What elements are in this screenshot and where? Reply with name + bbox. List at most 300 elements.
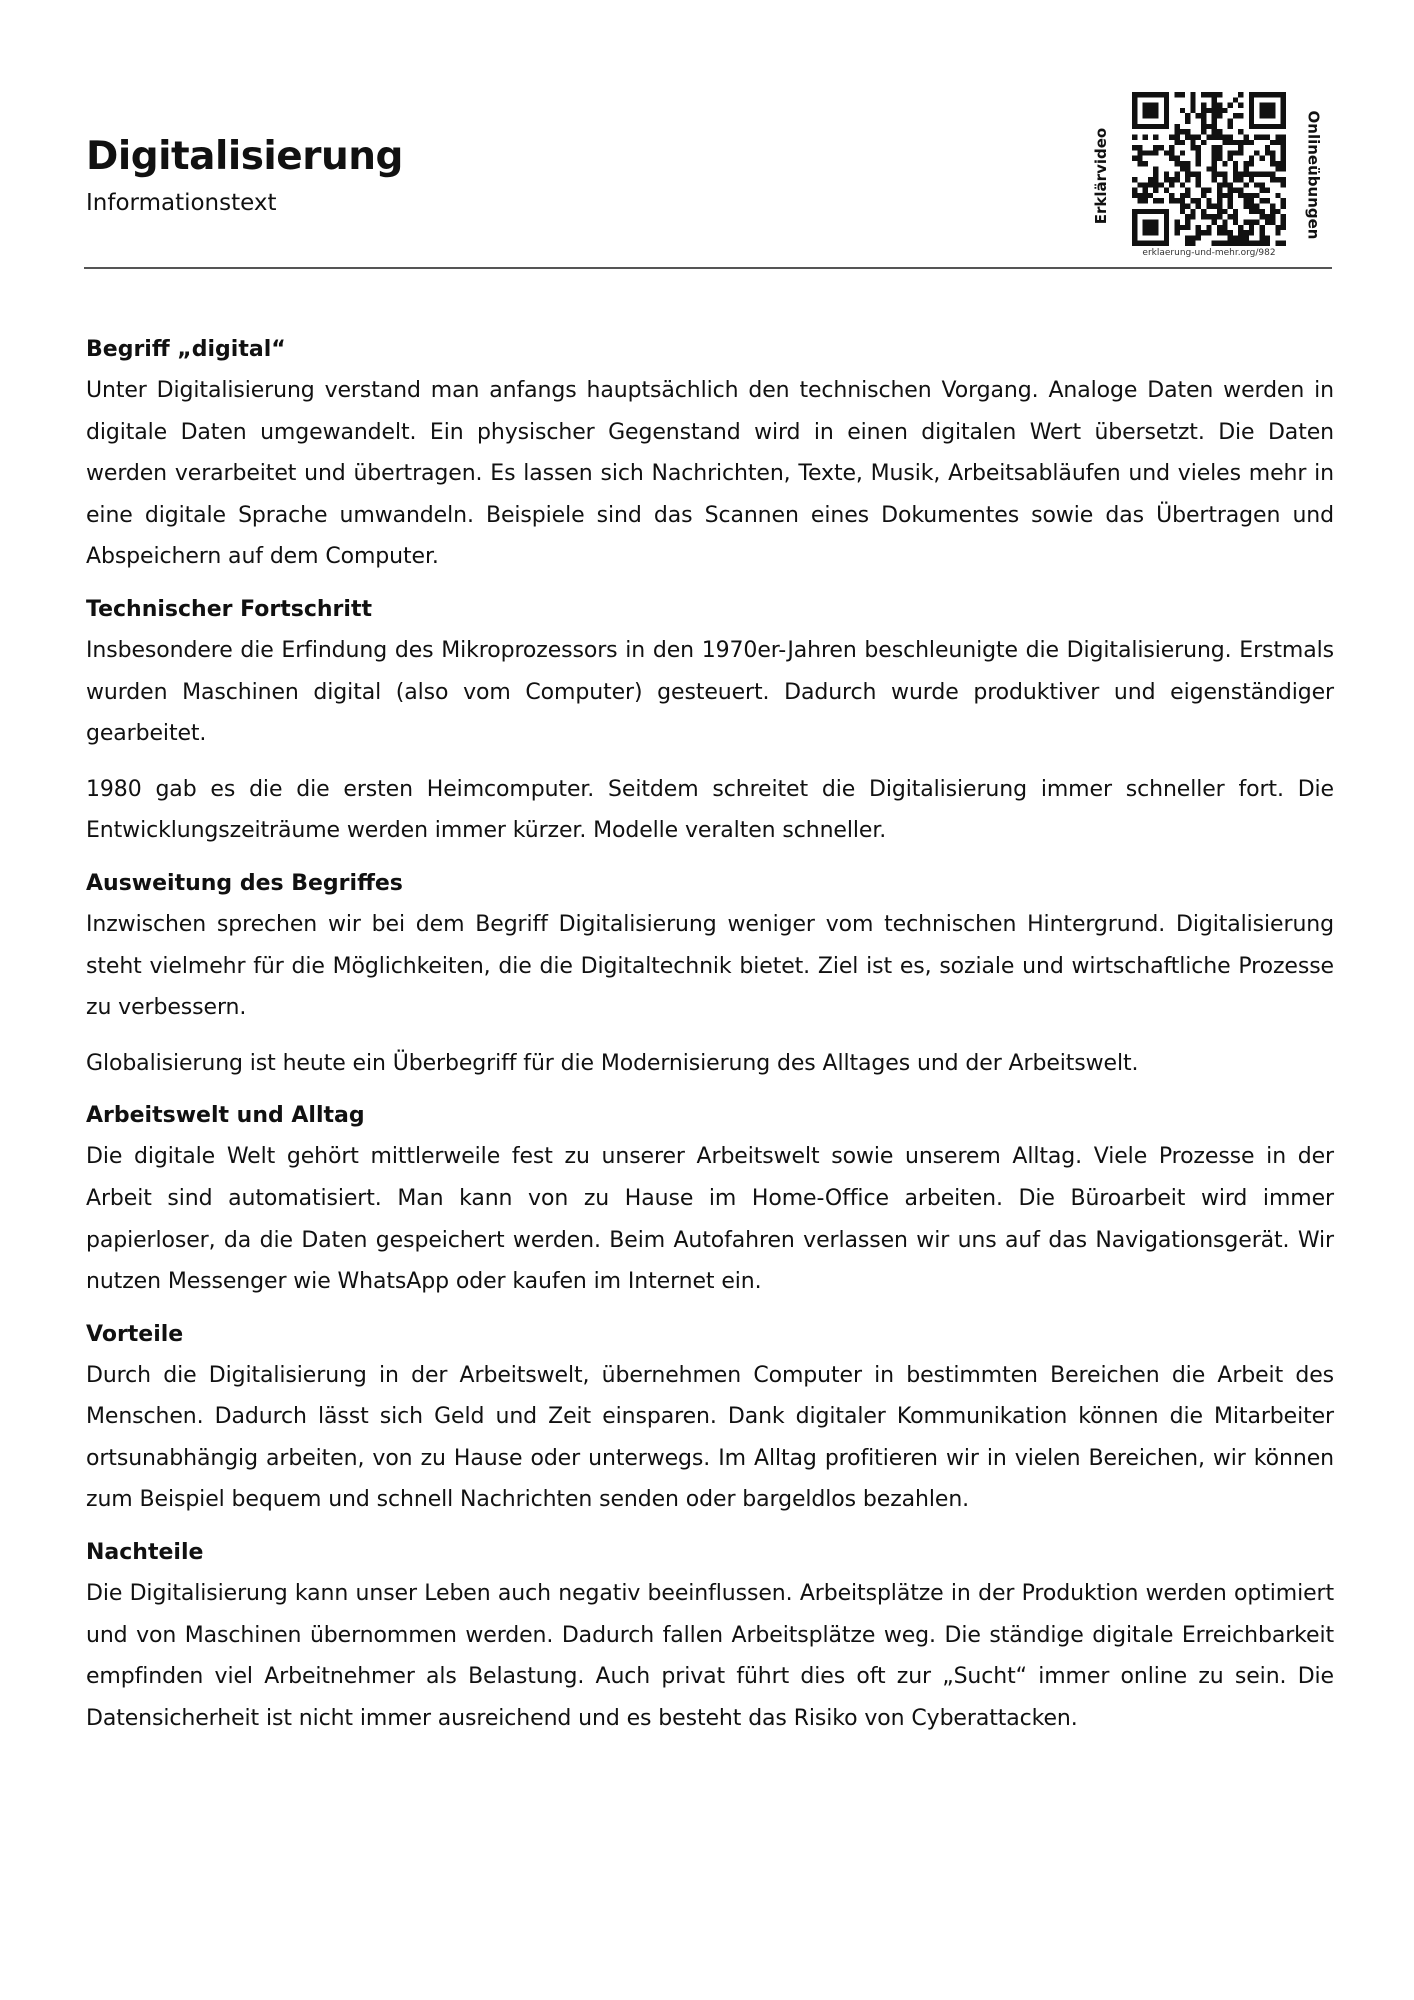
qr-module: [1212, 166, 1217, 171]
qr-module: [1206, 108, 1211, 113]
qr-module: [1228, 156, 1233, 161]
qr-module: [1265, 198, 1270, 203]
qr-module: [1153, 124, 1158, 129]
qr-module: [1190, 97, 1195, 102]
qr-module: [1233, 214, 1238, 219]
qr-module: [1228, 235, 1233, 240]
qr-module: [1153, 145, 1158, 150]
qr-module: [1228, 188, 1233, 193]
qr-module: [1190, 108, 1195, 113]
qr-module: [1153, 177, 1158, 182]
qr-module: [1201, 188, 1206, 193]
qr-module: [1180, 108, 1185, 113]
qr-module: [1185, 166, 1190, 171]
qr-module: [1185, 235, 1190, 240]
qr-module: [1180, 166, 1185, 171]
qr-module: [1137, 209, 1142, 214]
qr-module: [1153, 225, 1158, 230]
qr-module: [1217, 241, 1222, 246]
qr-module: [1185, 219, 1190, 224]
qr-module: [1143, 188, 1148, 193]
qr-module: [1143, 124, 1148, 129]
qr-module: [1265, 150, 1270, 155]
qr-module: [1164, 113, 1169, 118]
section-heading: Nachteile: [86, 1540, 204, 1566]
qr-module: [1270, 150, 1275, 155]
explainer-video-label-box: [1090, 120, 1112, 232]
section-heading: Ausweitung des Begriffes: [86, 870, 403, 896]
qr-module: [1212, 129, 1217, 134]
section-heading: Begriff „digital“: [86, 337, 286, 362]
qr-module: [1190, 172, 1195, 177]
qr-module: [1132, 225, 1137, 230]
qr-module: [1238, 241, 1243, 246]
qr-code-icon[interactable]: [1132, 92, 1286, 246]
qr-module: [1164, 92, 1169, 97]
qr-module: [1185, 134, 1190, 139]
qr-module: [1222, 193, 1227, 198]
qr-module: [1164, 119, 1169, 124]
qr-module: [1148, 108, 1153, 113]
qr-module: [1132, 108, 1137, 113]
qr-module: [1217, 182, 1222, 187]
qr-module: [1228, 140, 1233, 145]
qr-module: [1249, 97, 1254, 102]
qr-module: [1132, 219, 1137, 224]
qr-module: [1212, 214, 1217, 219]
qr-module: [1270, 156, 1275, 161]
qr-module: [1244, 241, 1249, 246]
qr-module: [1254, 134, 1259, 139]
qr-module: [1132, 177, 1137, 182]
qr-module: [1249, 209, 1254, 214]
header-divider: [84, 267, 1332, 269]
qr-module: [1137, 193, 1142, 198]
qr-module: [1254, 204, 1259, 209]
qr-module: [1228, 204, 1233, 209]
qr-module: [1153, 108, 1158, 113]
qr-module: [1143, 209, 1148, 214]
qr-module: [1174, 134, 1179, 139]
qr-module: [1233, 219, 1238, 224]
qr-module: [1143, 113, 1148, 118]
qr-module: [1164, 225, 1169, 230]
qr-module: [1281, 113, 1286, 118]
qr-module: [1228, 230, 1233, 235]
qr-module: [1281, 177, 1286, 182]
qr-module: [1180, 92, 1185, 97]
qr-module: [1132, 235, 1137, 240]
qr-module: [1249, 193, 1254, 198]
qr-module: [1249, 225, 1254, 230]
qr-module: [1201, 140, 1206, 145]
qr-module: [1238, 177, 1243, 182]
qr-module: [1281, 214, 1286, 219]
qr-module: [1249, 113, 1254, 118]
qr-module: [1212, 92, 1217, 97]
qr-module: [1254, 124, 1259, 129]
qr-module: [1254, 150, 1259, 155]
qr-module: [1222, 225, 1227, 230]
qr-module: [1259, 241, 1264, 246]
qr-module: [1281, 108, 1286, 113]
qr-module: [1265, 103, 1270, 108]
qr-module: [1190, 134, 1195, 139]
qr-module: [1265, 124, 1270, 129]
qr-module: [1153, 103, 1158, 108]
qr-module: [1206, 230, 1211, 235]
qr-module: [1249, 108, 1254, 113]
qr-module: [1228, 119, 1233, 124]
qr-module: [1196, 204, 1201, 209]
qr-module: [1137, 161, 1142, 166]
qr-module: [1169, 134, 1174, 139]
qr-module: [1238, 129, 1243, 134]
qr-module: [1244, 166, 1249, 171]
qr-module: [1212, 108, 1217, 113]
qr-module: [1238, 113, 1243, 118]
qr-module: [1196, 156, 1201, 161]
qr-module: [1270, 161, 1275, 166]
qr-module: [1275, 225, 1280, 230]
qr-module: [1265, 145, 1270, 150]
section-paragraph: Die digitale Welt gehört mittlerweile fest zu unserer Arbeitswelt sowie unserem Alltag. Viele Prozesse in der Arbeit sind automatisiert. Man kann von zu Hause im Home-Office arbeiten. Die Büroarbeit wird immer papierloser, da die Daten gespeichert werden. Beim Autofahren verlassen wir uns auf das Navigationsgerät. Wir nutzen Messenger wie WhatsApp oder kaufen im Internet ein.: [86, 1144, 1334, 1295]
qr-module: [1164, 108, 1169, 113]
qr-module: [1190, 140, 1195, 145]
section-heading: Technischer Fortschritt: [86, 596, 372, 622]
qr-module: [1212, 161, 1217, 166]
qr-module: [1244, 134, 1249, 139]
qr-module: [1137, 241, 1142, 246]
qr-module: [1212, 124, 1217, 129]
qr-module: [1132, 188, 1137, 193]
qr-module: [1164, 150, 1169, 155]
qr-module: [1270, 219, 1275, 224]
qr-module: [1190, 92, 1195, 97]
qr-module: [1143, 182, 1148, 187]
qr-module: [1249, 177, 1254, 182]
qr-module: [1143, 193, 1148, 198]
qr-module: [1270, 214, 1275, 219]
qr-module: [1153, 172, 1158, 177]
qr-module: [1164, 172, 1169, 177]
qr-module: [1270, 113, 1275, 118]
qr-module: [1174, 124, 1179, 129]
qr-module: [1270, 172, 1275, 177]
qr-module: [1217, 198, 1222, 203]
qr-module: [1196, 161, 1201, 166]
qr-module: [1174, 172, 1179, 177]
qr-module: [1137, 150, 1142, 155]
qr-module: [1217, 209, 1222, 214]
qr-module: [1249, 241, 1254, 246]
qr-module: [1244, 140, 1249, 145]
qr-module: [1265, 219, 1270, 224]
qr-module: [1238, 103, 1243, 108]
explainer-video-label: Erklärvideo: [1092, 127, 1111, 225]
qr-module: [1228, 134, 1233, 139]
qr-module: [1143, 219, 1148, 224]
qr-module: [1222, 140, 1227, 145]
qr-module: [1259, 156, 1264, 161]
qr-module: [1233, 161, 1238, 166]
qr-module: [1238, 235, 1243, 240]
qr-module: [1217, 193, 1222, 198]
qr-module: [1132, 193, 1137, 198]
section-paragraph: Insbesondere die Erfindung des Mikroprozessors in den 1970er-Jahren beschleunigte die Digitalisierung. Erstmals wurden Maschinen digital (also vom Computer) gesteuert. Dadurch wurde produktiver und eigenständiger gearbeitet.: [86, 637, 1334, 747]
qr-module: [1233, 235, 1238, 240]
document-body: [86, 330, 1334, 1751]
qr-module: [1137, 124, 1142, 129]
qr-module: [1180, 209, 1185, 214]
qr-module: [1159, 145, 1164, 150]
qr-module: [1212, 156, 1217, 161]
qr-module: [1281, 241, 1286, 246]
qr-module: [1281, 204, 1286, 209]
qr-module: [1153, 241, 1158, 246]
qr-module: [1174, 219, 1179, 224]
qr-module: [1259, 124, 1264, 129]
qr-module: [1244, 198, 1249, 203]
qr-module: [1212, 113, 1217, 118]
qr-module: [1270, 177, 1275, 182]
qr-module: [1249, 230, 1254, 235]
qr-module: [1185, 177, 1190, 182]
qr-module: [1164, 230, 1169, 235]
qr-module: [1180, 182, 1185, 187]
qr-module: [1212, 119, 1217, 124]
qr-module: [1270, 108, 1275, 113]
qr-module: [1249, 161, 1254, 166]
qr-module: [1233, 150, 1238, 155]
qr-module: [1174, 225, 1179, 230]
qr-module: [1153, 182, 1158, 187]
qr-module: [1281, 124, 1286, 129]
qr-module: [1270, 209, 1275, 214]
qr-module: [1190, 241, 1195, 246]
qr-module: [1238, 150, 1243, 155]
qr-module: [1265, 92, 1270, 97]
qr-module: [1132, 214, 1137, 219]
qr-module: [1212, 134, 1217, 139]
qr-module: [1281, 97, 1286, 102]
qr-module: [1169, 182, 1174, 187]
qr-module: [1137, 156, 1142, 161]
qr-module: [1281, 92, 1286, 97]
qr-module: [1153, 92, 1158, 97]
page-subtitle: Informationstext: [86, 190, 277, 216]
qr-module: [1249, 92, 1254, 97]
qr-module: [1244, 161, 1249, 166]
qr-module: [1185, 113, 1190, 118]
qr-module: [1132, 119, 1137, 124]
online-exercises-label: Onlineübungen: [1304, 110, 1322, 240]
qr-module: [1281, 103, 1286, 108]
qr-module: [1275, 209, 1280, 214]
qr-module: [1206, 166, 1211, 171]
qr-module: [1153, 209, 1158, 214]
section: [86, 1315, 1334, 1521]
qr-module: [1164, 241, 1169, 246]
qr-module: [1265, 214, 1270, 219]
qr-module: [1153, 166, 1158, 171]
qr-module: [1281, 134, 1286, 139]
qr-module: [1228, 193, 1233, 198]
qr-module: [1169, 145, 1174, 150]
qr-module: [1159, 182, 1164, 187]
qr-module: [1249, 198, 1254, 203]
qr-module: [1222, 161, 1227, 166]
qr-module: [1265, 108, 1270, 113]
qr-module: [1190, 145, 1195, 150]
qr-module: [1148, 113, 1153, 118]
qr-module: [1217, 129, 1222, 134]
qr-module: [1148, 124, 1153, 129]
qr-module: [1249, 119, 1254, 124]
qr-module: [1259, 172, 1264, 177]
qr-url-text: erklaerung-und-mehr.org/982: [1142, 248, 1276, 258]
qr-module: [1254, 219, 1259, 224]
qr-module: [1201, 92, 1206, 97]
qr-module: [1148, 230, 1153, 235]
qr-module: [1206, 188, 1211, 193]
qr-module: [1254, 193, 1259, 198]
qr-module: [1153, 188, 1158, 193]
qr-module: [1217, 145, 1222, 150]
qr-module: [1201, 193, 1206, 198]
qr-module: [1174, 177, 1179, 182]
qr-module: [1174, 198, 1179, 203]
qr-module: [1259, 92, 1264, 97]
qr-module: [1233, 177, 1238, 182]
qr-module: [1190, 214, 1195, 219]
qr-module: [1265, 172, 1270, 177]
qr-module: [1238, 172, 1243, 177]
qr-module: [1212, 145, 1217, 150]
qr-module: [1244, 182, 1249, 187]
qr-module: [1254, 182, 1259, 187]
qr-module: [1228, 124, 1233, 129]
qr-module: [1254, 241, 1259, 246]
qr-module: [1281, 219, 1286, 224]
qr-module: [1254, 172, 1259, 177]
qr-module: [1281, 182, 1286, 187]
qr-module: [1201, 230, 1206, 235]
qr-module: [1275, 177, 1280, 182]
qr-module: [1174, 129, 1179, 134]
qr-module: [1217, 113, 1222, 118]
qr-module: [1222, 219, 1227, 224]
online-exercises-label-box: [1302, 100, 1324, 250]
qr-module: [1244, 230, 1249, 235]
qr-module: [1281, 225, 1286, 230]
section: [86, 864, 1334, 1084]
qr-module: [1270, 103, 1275, 108]
qr-module: [1190, 103, 1195, 108]
qr-module: [1270, 204, 1275, 209]
section: [86, 1096, 1334, 1302]
qr-module: [1137, 198, 1142, 203]
qr-module: [1249, 219, 1254, 224]
qr-module: [1275, 230, 1280, 235]
qr-module: [1153, 230, 1158, 235]
qr-module: [1281, 161, 1286, 166]
qr-module: [1254, 92, 1259, 97]
qr-module: [1265, 241, 1270, 246]
qr-module: [1196, 198, 1201, 203]
qr-module: [1180, 150, 1185, 155]
qr-module: [1153, 134, 1158, 139]
qr-module: [1185, 129, 1190, 134]
qr-module: [1148, 225, 1153, 230]
qr-module: [1143, 108, 1148, 113]
qr-module: [1169, 156, 1174, 161]
qr-module: [1212, 150, 1217, 155]
qr-module: [1174, 161, 1179, 166]
qr-module: [1206, 134, 1211, 139]
qr-module: [1137, 145, 1142, 150]
qr-module: [1238, 188, 1243, 193]
section-paragraph: Unter Digitalisierung verstand man anfangs hauptsächlich den technischen Vorgang. Analoge Daten werden in digitale Daten umgewandelt. Ein physischer Gegenstand wird in einen digitalen Wert übersetzt. Die Daten werden verarbeitet und übertragen. Es lassen sich Nachrichten, Texte, Musik, Arbeitsabläufen und vieles mehr in eine digitale Sprache umwandeln. Beispiele sind das Scannen eines Dokumentes sowie das Übertragen und Abspeichern auf dem Computer.: [86, 378, 1334, 570]
qr-module: [1217, 150, 1222, 155]
qr-module: [1222, 209, 1227, 214]
qr-module: [1180, 225, 1185, 230]
qr-module: [1196, 177, 1201, 182]
qr-module: [1153, 198, 1158, 203]
qr-module: [1233, 140, 1238, 145]
qr-module: [1132, 156, 1137, 161]
qr-module: [1148, 193, 1153, 198]
qr-module: [1196, 225, 1201, 230]
qr-module: [1153, 150, 1158, 155]
qr-module: [1185, 225, 1190, 230]
qr-module: [1238, 193, 1243, 198]
qr-module: [1249, 124, 1254, 129]
section-heading: Vorteile: [86, 1321, 184, 1347]
qr-module: [1196, 182, 1201, 187]
qr-module: [1148, 150, 1153, 155]
qr-module: [1233, 209, 1238, 214]
qr-module: [1159, 209, 1164, 214]
qr-module: [1196, 150, 1201, 155]
qr-module: [1143, 198, 1148, 203]
qr-module: [1159, 92, 1164, 97]
qr-module: [1148, 219, 1153, 224]
qr-module: [1196, 230, 1201, 235]
qr-module: [1196, 113, 1201, 118]
qr-module: [1180, 198, 1185, 203]
qr-module: [1185, 172, 1190, 177]
qr-module: [1212, 219, 1217, 224]
qr-module: [1238, 230, 1243, 235]
qr-module: [1148, 209, 1153, 214]
qr-module: [1164, 103, 1169, 108]
qr-module: [1281, 119, 1286, 124]
qr-module: [1201, 119, 1206, 124]
qr-module: [1244, 193, 1249, 198]
qr-module: [1148, 182, 1153, 187]
qr-module: [1132, 241, 1137, 246]
qr-module: [1212, 103, 1217, 108]
qr-module: [1259, 113, 1264, 118]
qr-module: [1132, 209, 1137, 214]
section-paragraph: Durch die Digitalisierung in der Arbeitswelt, übernehmen Computer in bestimmten Bereichen die Arbeit des Menschen. Dadurch lässt sich Geld und Zeit einsparen. Dank digitaler Kommunikation können die Mitarbeiter ortsunabhängig arbeiten, von zu Hause oder unterwegs. Im Alltag profitieren wir in vielen Bereichen, wir können zum Beispiel bequem und schnell Nachrichten senden oder bargeldlos bezahlen.: [86, 1362, 1334, 1513]
qr-module: [1217, 103, 1222, 108]
section: [86, 590, 1334, 852]
qr-module: [1174, 230, 1179, 235]
qr-module: [1164, 219, 1169, 224]
qr-module: [1259, 235, 1264, 240]
